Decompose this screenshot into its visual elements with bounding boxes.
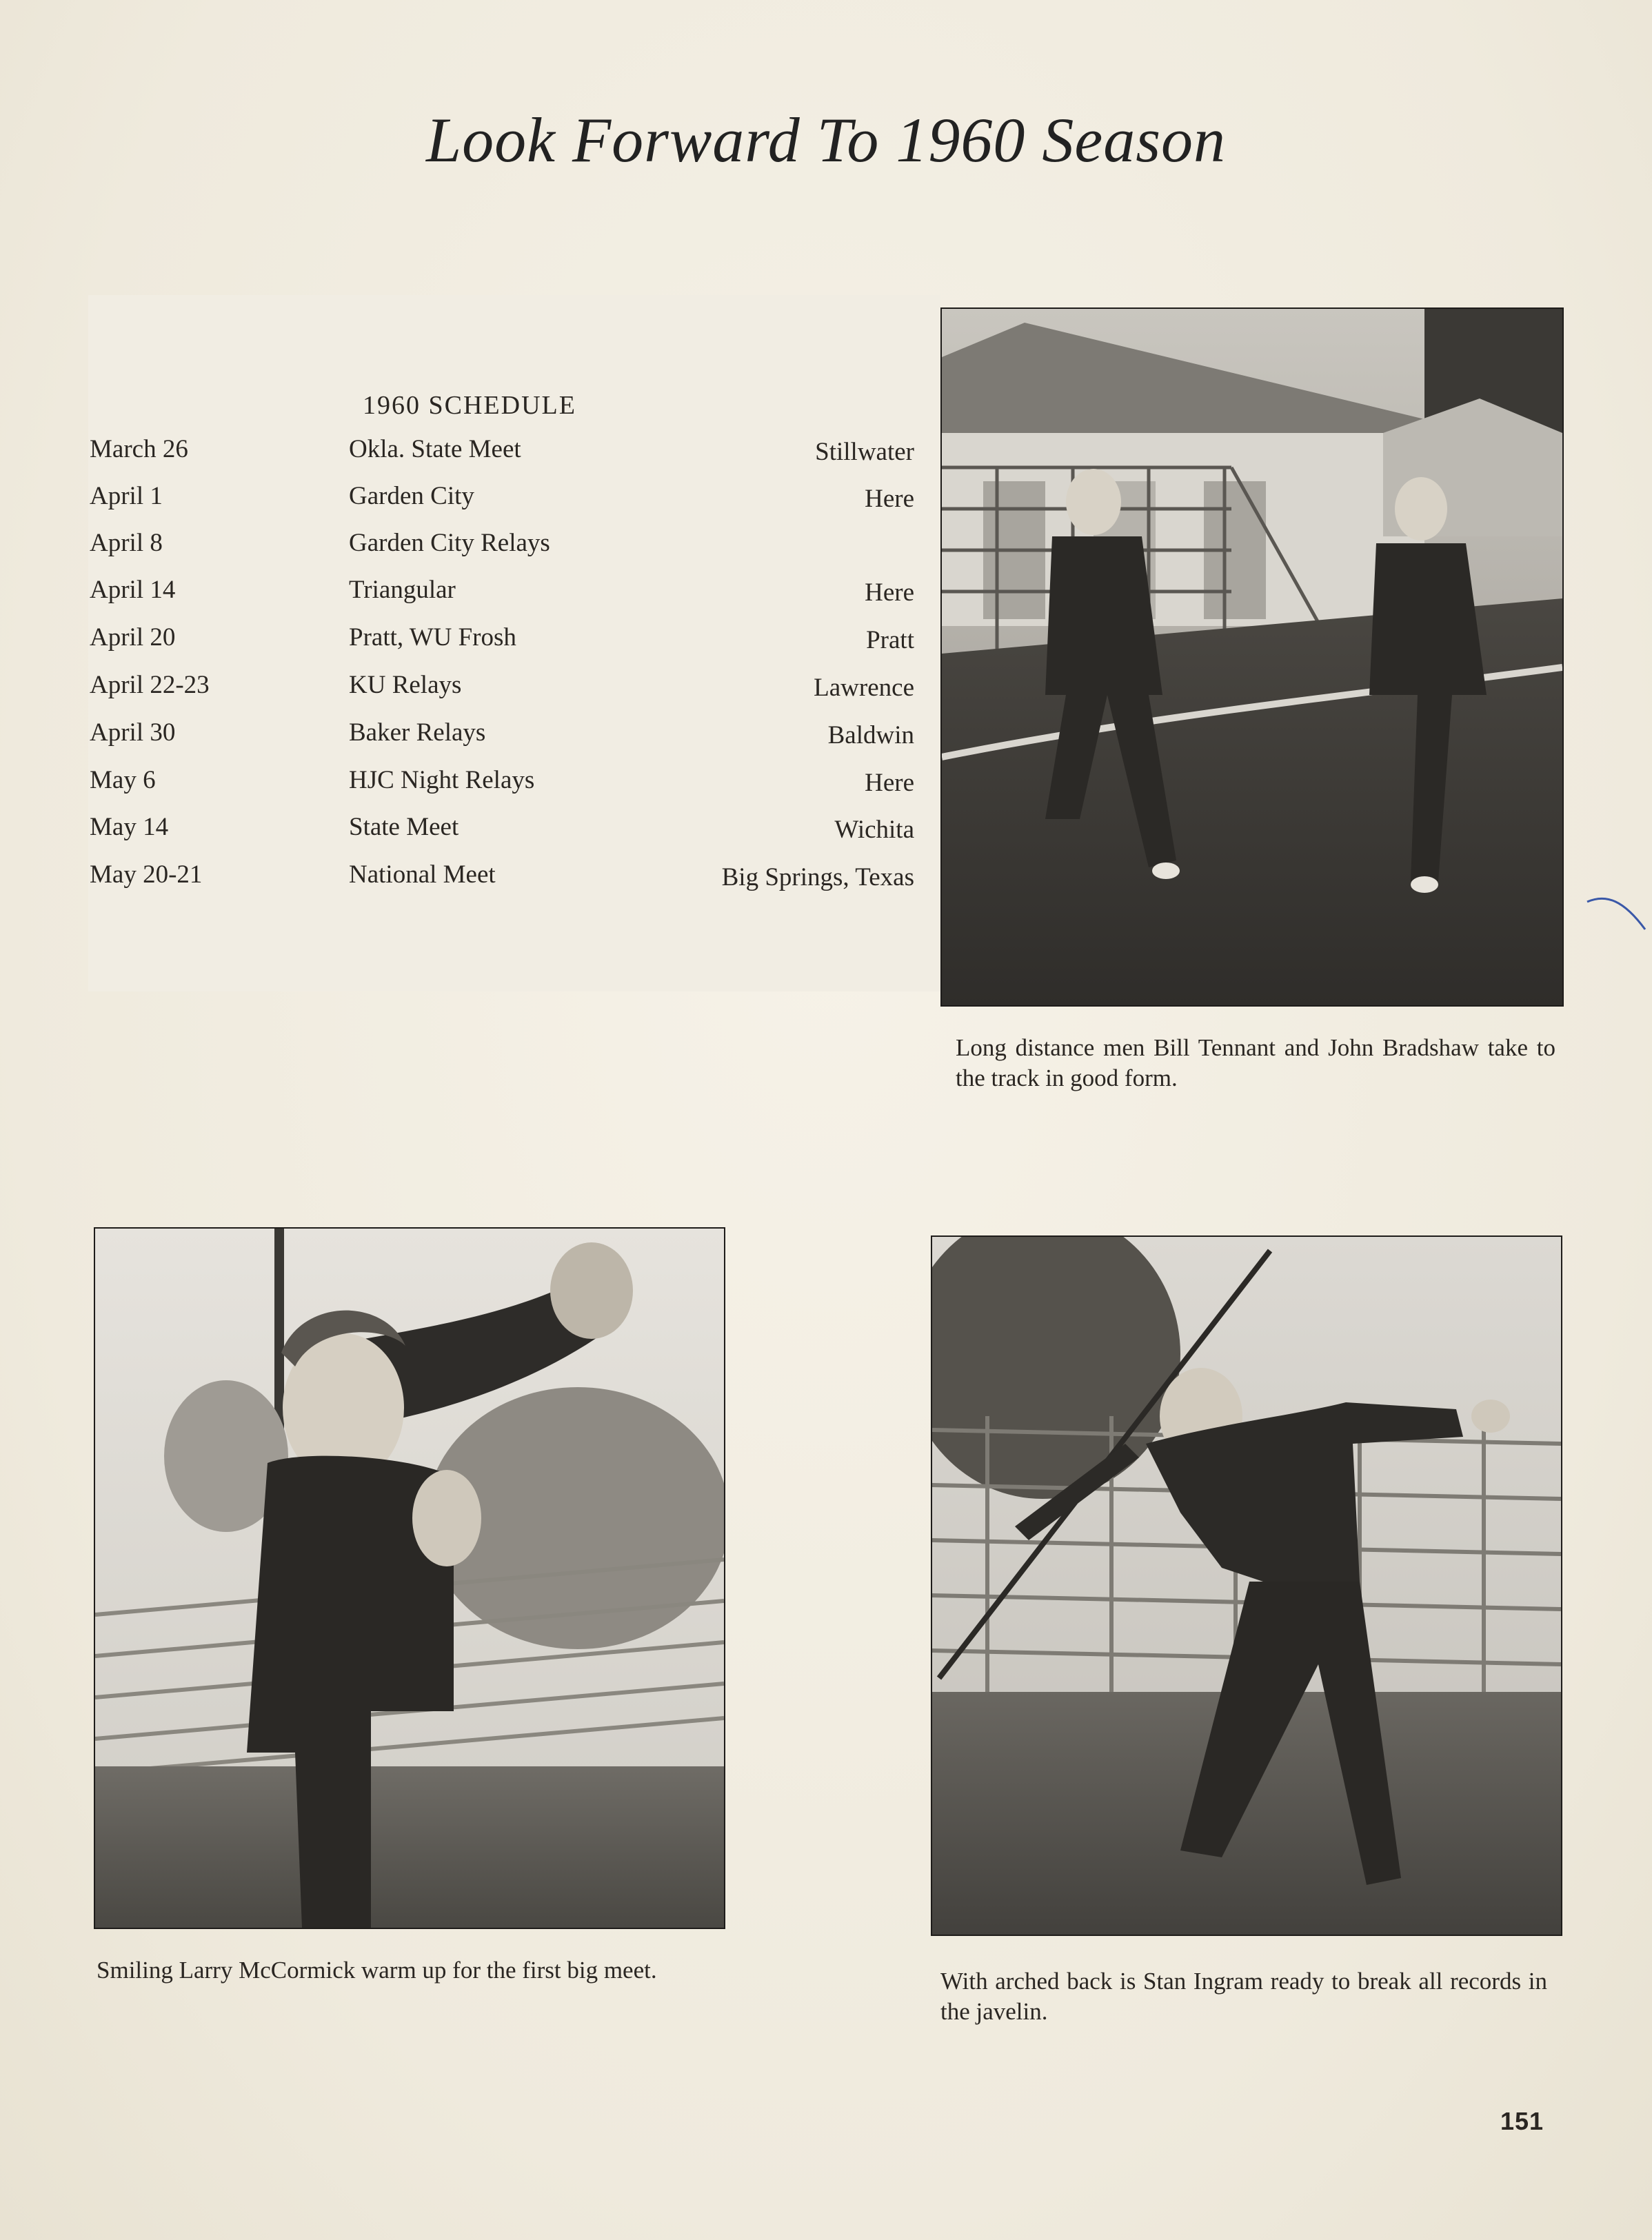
schedule-date: April 14 (90, 576, 176, 604)
mccormick-photo (94, 1227, 725, 1929)
schedule-place: Pratt (866, 626, 914, 654)
schedule-event: Okla. State Meet (349, 435, 521, 463)
schedule-date: April 8 (90, 529, 163, 557)
schedule-place: Big Springs, Texas (721, 863, 914, 891)
schedule-date: April 20 (90, 623, 176, 652)
schedule-row (90, 434, 914, 476)
schedule-event: National Meet (349, 860, 496, 889)
schedule-date: May 14 (90, 813, 169, 841)
schedule-event: Pratt, WU Frosh (349, 623, 516, 652)
schedule-place: Here (865, 485, 914, 513)
schedule-row (90, 670, 914, 712)
schedule-event: Garden City Relays (349, 529, 550, 557)
schedule-event: Baker Relays (349, 718, 486, 747)
schedule-place: Lawrence (814, 674, 914, 702)
schedule-place: Here (865, 578, 914, 607)
schedule-date: April 22-23 (90, 671, 210, 699)
schedule-row (90, 481, 914, 523)
schedule-event: Garden City (349, 482, 474, 510)
schedule-event: HJC Night Relays (349, 766, 535, 794)
schedule-place: Stillwater (815, 438, 914, 466)
runners-photo (940, 307, 1564, 1007)
schedule-event: KU Relays (349, 671, 462, 699)
schedule-place: Baldwin (827, 721, 914, 749)
javelin-caption: With arched back is Stan Ingram ready to break all records in the javelin. (940, 1968, 1547, 2025)
schedule-date: May 20-21 (90, 860, 203, 889)
page-number: 151 (1500, 2107, 1544, 2135)
schedule-row (90, 812, 914, 854)
schedule-date: April 30 (90, 718, 176, 747)
schedule-date: May 6 (90, 766, 156, 794)
schedule-date: April 1 (90, 482, 163, 510)
schedule-date: March 26 (90, 435, 188, 463)
mccormick-caption: Smiling Larry McCormick warm up for the first big meet. (97, 1957, 657, 1984)
schedule-row (90, 623, 914, 664)
schedule-row (90, 765, 914, 807)
schedule-row (90, 860, 914, 901)
page-title: Look Forward To 1960 Season (425, 105, 1227, 175)
schedule-event: Triangular (349, 576, 456, 604)
schedule-row (90, 718, 914, 759)
schedule-heading: 1960 SCHEDULE (363, 391, 576, 420)
runners-caption: Long distance men Bill Tennant and John Bradshaw take to the track in good form. (956, 1034, 1555, 1091)
pen-mark-decoration (1586, 894, 1648, 935)
schedule-place: Here (865, 769, 914, 797)
schedule-row (90, 528, 848, 569)
schedule-event: State Meet (349, 813, 459, 841)
schedule-place: Wichita (834, 816, 914, 844)
javelin-photo (931, 1235, 1562, 1936)
schedule-row (90, 575, 914, 616)
